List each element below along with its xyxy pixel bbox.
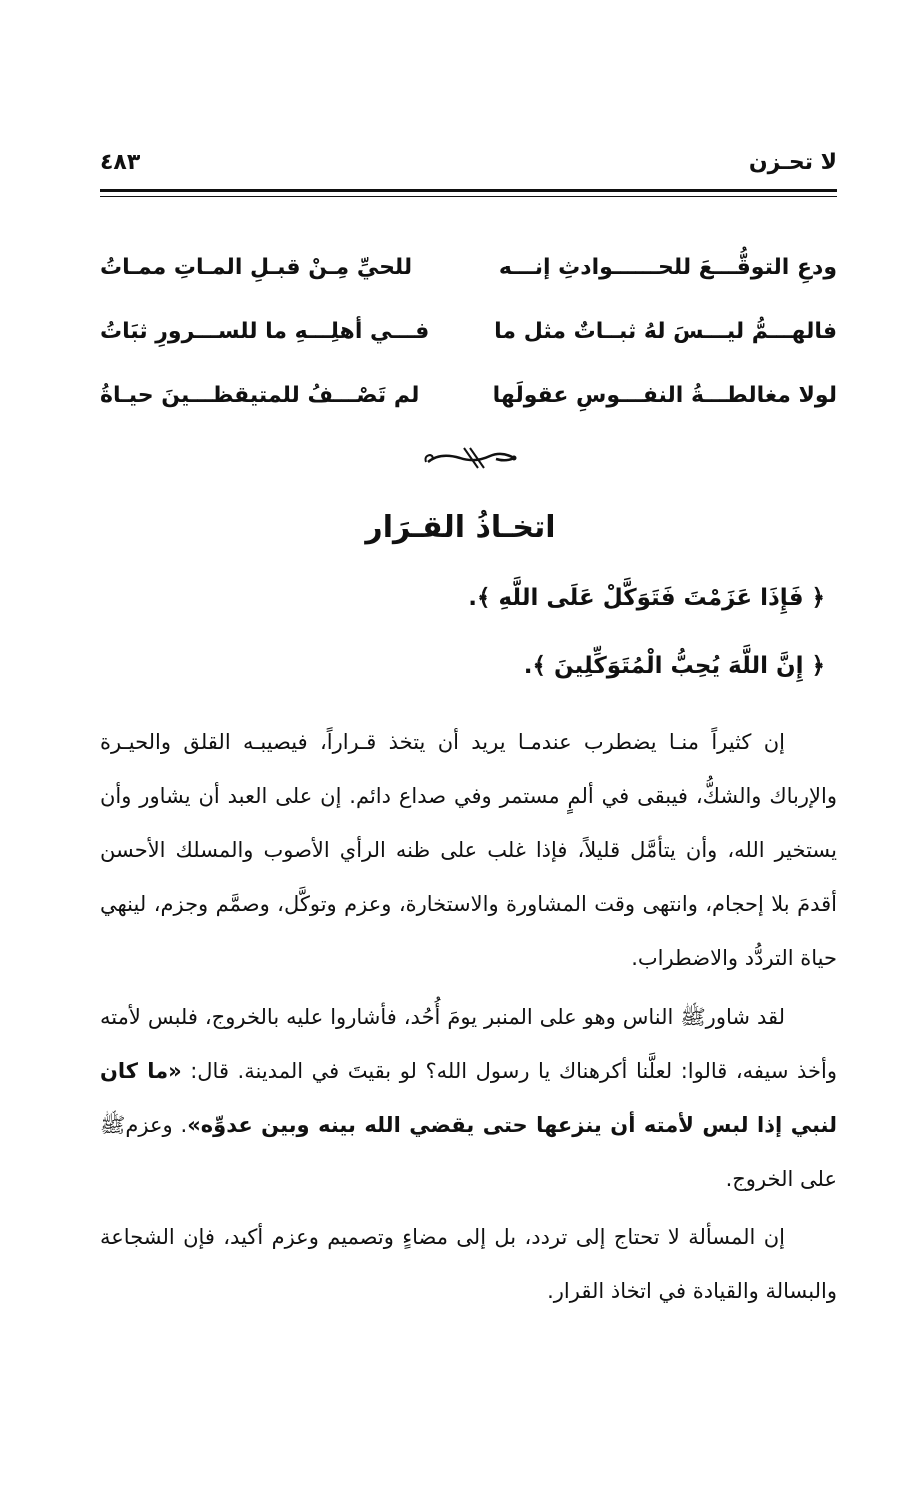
paragraph: إن كثيراً منـا يضطرب عندمـا يريد أن يتخذ قـراراً، فيصيبـه القلق والحيـرة والإرباك والشكُّ، فيبقى في ألمٍ مستمر وفي صداع دائم. إن على العبد أن يشاور وأن يستخير الله، وأن يتأمَّل قليلاً، فإذا غلب على ظنه الرأي الأصوب والمسلك الأحسن أقدمَ بلا إحجام، وانتهى وقت المشاورة والاستخارة، وعزم وتوكَّل، وصمَّم وجزم، لينهي حياة التردُّد والاضطراب.: [100, 730, 837, 970]
running-header: [100, 150, 837, 190]
poem-second-hemistich: للحيِّ مِـنْ قبـلِ المـاتِ ممـاتُ: [100, 255, 413, 280]
hadith-quote: «ما كان لنبي إذا لبس لأمته أن ينزعها حتى يقضي الله بينه وبين عدوِّه»: [100, 1059, 837, 1137]
poem-second-hemistich: فـــي أهلِـــهِ ما للســـرورِ ثبَاتُ: [100, 319, 430, 344]
quran-verse: ﴿ إِنَّ اللَّهَ يُحِبُّ الْمُتَوَكِّلِينَ ﴾.: [523, 653, 825, 679]
poem-verse: [100, 255, 837, 319]
poem-first-hemistich: فالهـــمُّ ليـــسَ لهُ ثبــاتٌ مثل ما: [494, 319, 837, 344]
paragraph-text: . وعزمﷺ على الخروج.: [100, 1113, 837, 1191]
poem-verse: [100, 319, 837, 383]
book-title: لا تحـزن: [748, 150, 837, 175]
paragraph: إن المسألة لا تحتاج إلى تردد، بل إلى مضاءٍ وتصميم وعزم أكيد، فإن الشجاعة والبسالة والقيادة في اتخاذ القرار.: [100, 1225, 837, 1303]
paragraph-text: لقد شاورﷺ الناس وهو على المنبر يومَ أُحُد، فأشاروا عليه بالخروج، فلبس لأمته وأخذ سيفه، قالوا: لعلَّنا أكرهناك يا رسول الله؟ لو بقيتَ في المدينة. قال:: [100, 1005, 837, 1083]
poem-first-hemistich: ودعِ التوقُّـــعَ للحــــــوادثِ إنـــه: [498, 255, 837, 280]
poem-first-hemistich: لولا مغالطـــةُ النفـــوسِ عقولَها: [492, 383, 837, 408]
poem: [100, 255, 837, 447]
header-rule-thin: [100, 196, 837, 197]
ornament-divider: [420, 442, 520, 472]
header-rule-thick: [100, 189, 837, 192]
poem-verse: [100, 383, 837, 447]
quran-verse: ﴿ فَإِذَا عَزَمْتَ فَتَوَكَّلْ عَلَى اللَّهِ ﴾.: [468, 585, 825, 611]
page-number: ٤٨٣: [100, 150, 141, 175]
poem-second-hemistich: لم تَصْـــفُ للمتيقظـــينَ حيـاةُ: [100, 383, 420, 408]
paragraph: [100, 990, 837, 1206]
section-title: اتخـاذُ القـرَار: [365, 510, 556, 545]
